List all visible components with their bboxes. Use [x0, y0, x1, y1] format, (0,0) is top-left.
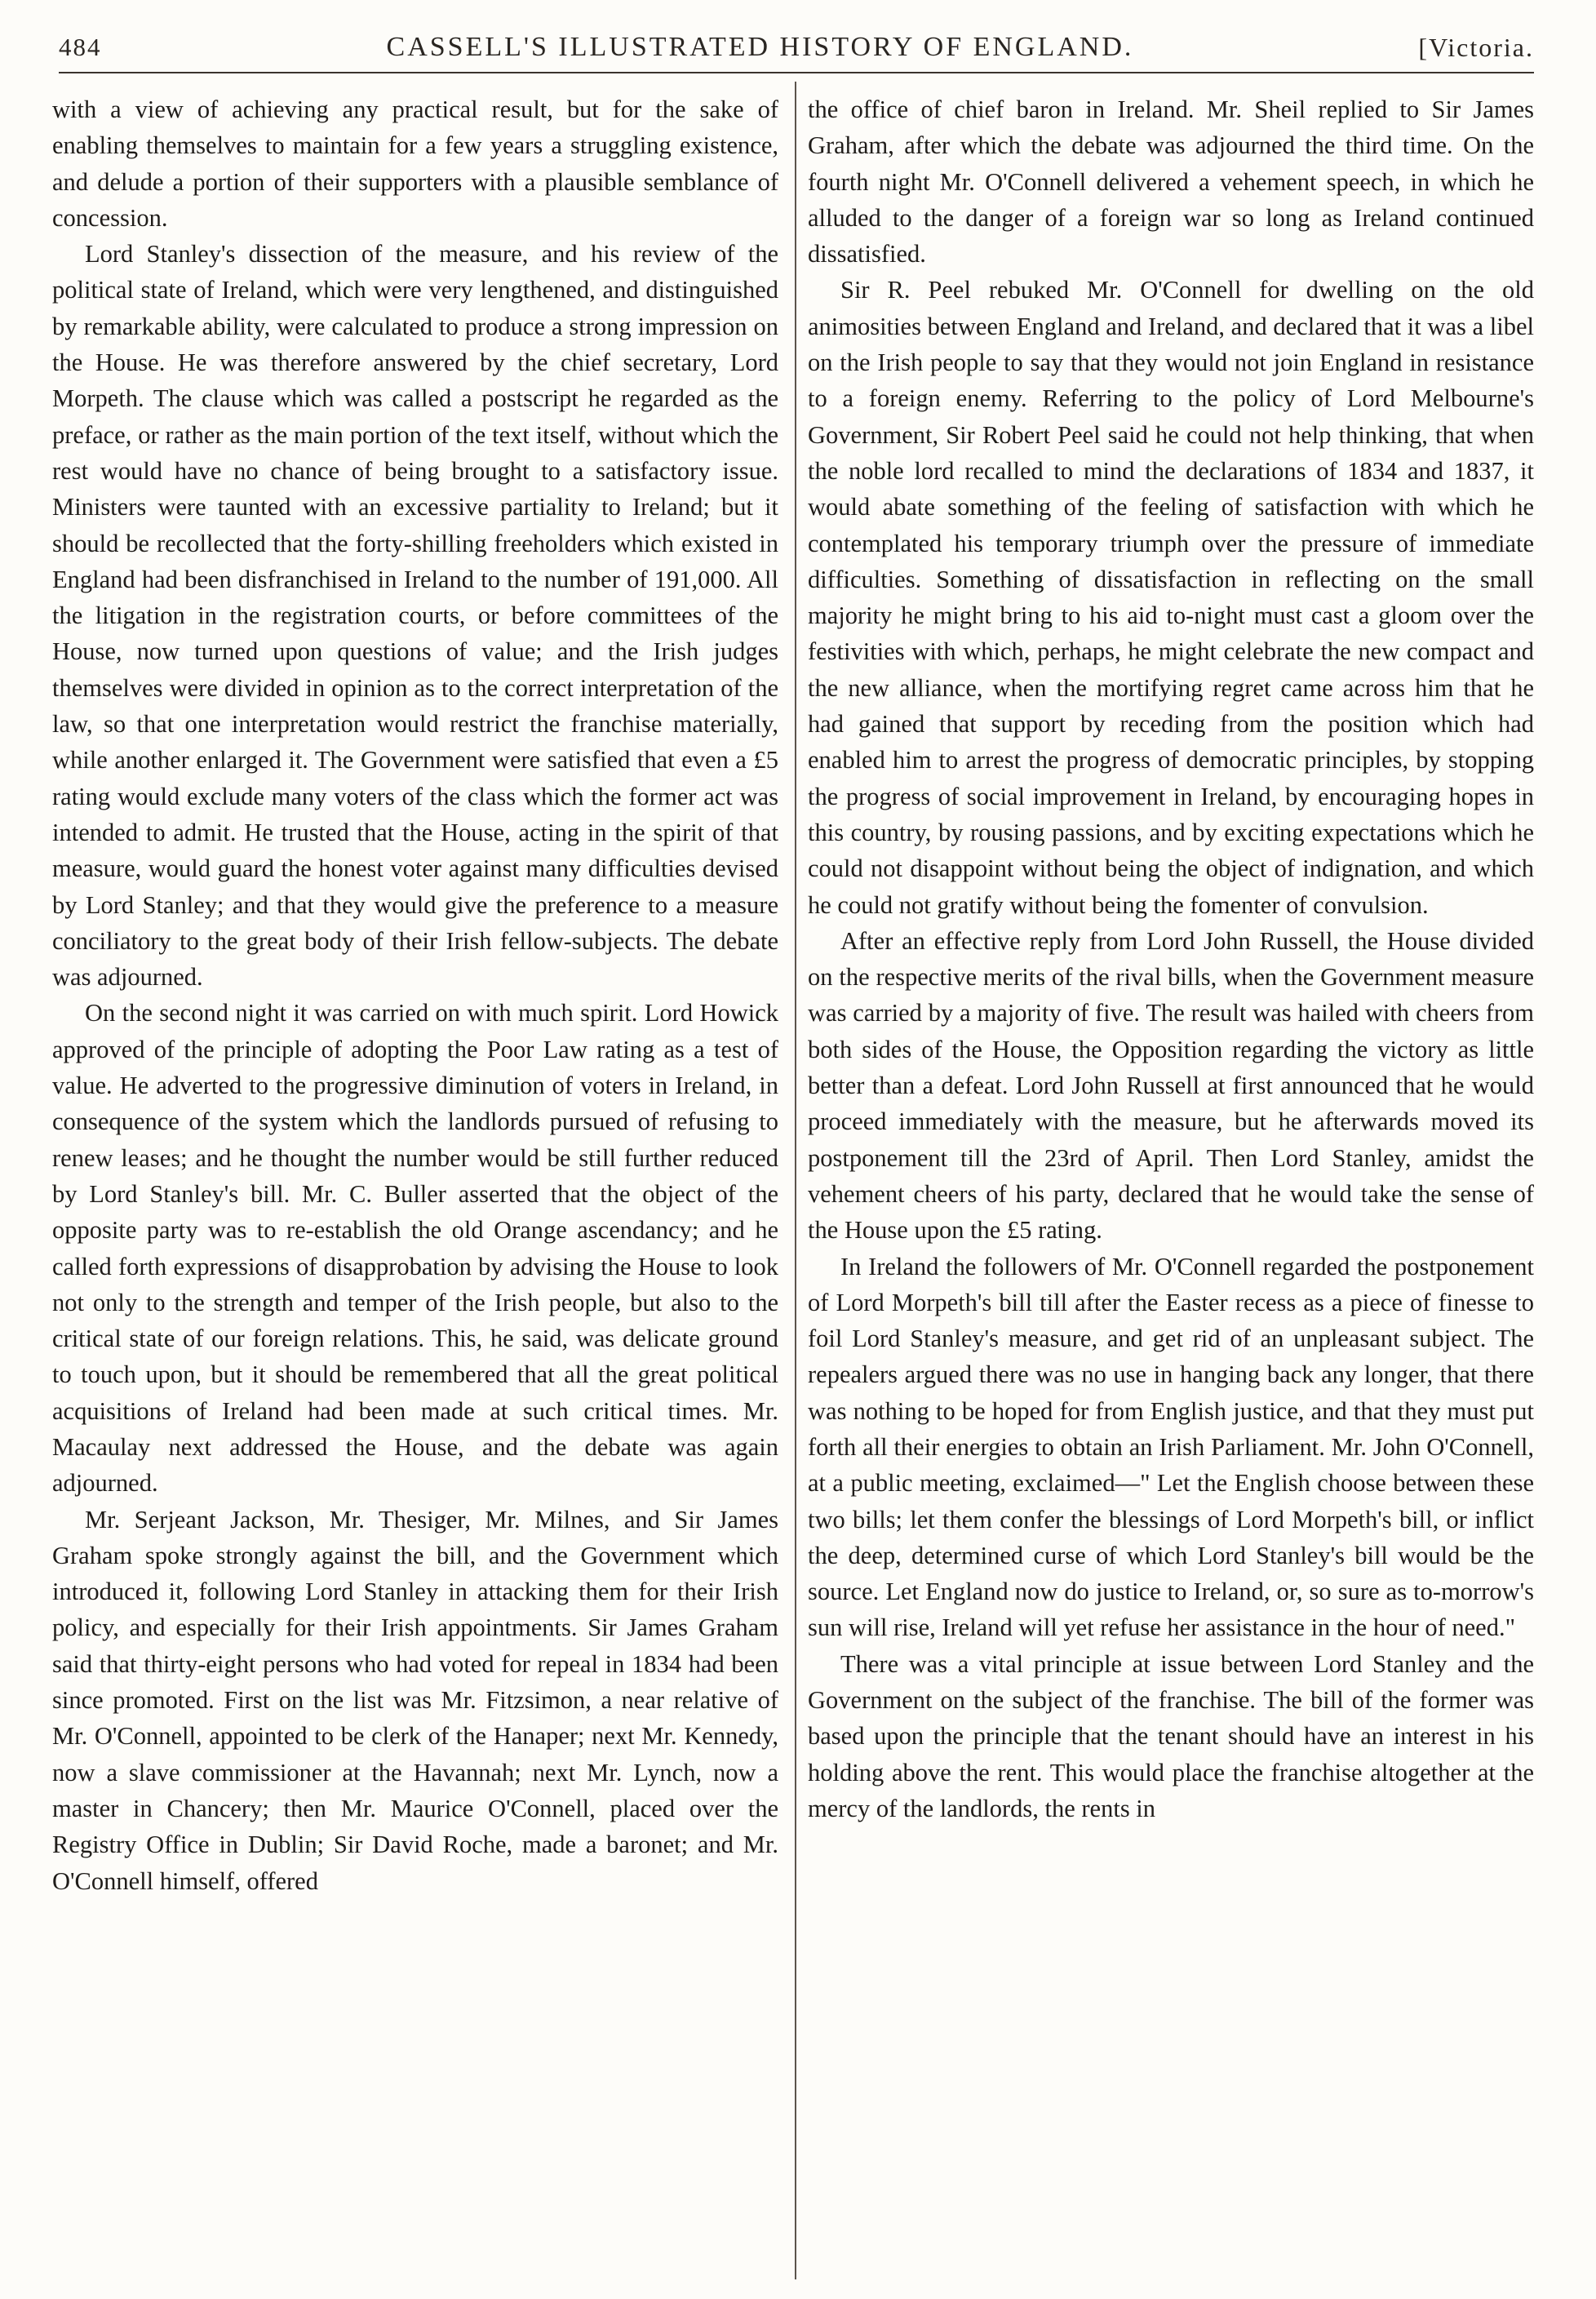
paragraph: There was a vital principle at issue between Lord Stanley and the Government on the subject of the franchise. The bill of the former was based upon the principle that the tenant should have an interest in his holding above the rent. This would place the franchise altogether at the mercy of the landlords, the rents in: [808, 1649, 1534, 1822]
paragraph: On the second night it was carried on with much spirit. Lord Howick approved of the principle of adopting the Poor Law rating as a test of value. He adverted to the progressive diminution of voters in Ireland, in consequence of the system which the landlords pursued of refusing to renew leases; and he thought the number would be still further reduced by Lord Stanley's bill. Mr. C. Buller asserted that the object of the opposite party was to re-establish the old Orange ascendancy; and he called forth expressions of disapprobation by advising the House to look not only to the strength and temper of the Irish people, but also to the critical state of our foreign relations. This, he said, was delicate ground to touch upon, but it should be remembered that all the great political acquisitions of Ireland had been made at such critical times. Mr. Macaulay next addressed the House, and the debate was again adjourned.: [52, 999, 778, 1498]
paragraph: In Ireland the followers of Mr. O'Connell regarded the postponement of Lord Morpeth's bill till after the Easter recess as a piece of finesse to foil Lord Stanley's measure, and get rid of an unpleasant subject. The repealers argued there was no use in hanging back any longer, that there was nothing to be hoped for from English justice, and that they must put forth all their energies to obtain an Irish Parliament. Mr. John O'Connell, at a public meeting, exclaimed—" Let the English choose between these two bills; let them confer the blessings of Lord Morpeth's bill, or inflict the deep, determined curse of which Lord Stanley's bill would be the source. Let England now do justice to Ireland, or, so sure as to-morrow's sun will rise, Ireland will yet refuse her assistance in the hour of need.": [808, 1252, 1534, 1642]
paragraph: Mr. Serjeant Jackson, Mr. Thesiger, Mr. Milnes, and Sir James Graham spoke strongly against the bill, and the Government which introduced it, following Lord Stanley in attacking them for their Irish policy, and especially for their Irish appointments. Sir James Graham said that thirty-eight persons who had voted for repeal in 1834 had been since promoted. First on the list was Mr. Fitzsimon, a near relative of Mr. O'Connell, appointed to be clerk of the Hanaper; next Mr. Kennedy, now a slave commissioner at the Havannah; next Mr. Lynch, now a master in Chancery; then Mr. Maurice O'Connell, placed over the Registry Office in Dublin; Sir David Roche, made a baronet; and Mr. O'Connell himself, offered: [52, 1505, 778, 1895]
paragraph: After an effective reply from Lord John Russell, the House divided on the respective merits of the rival bills, when the Government measure was carried by a majority of five. The result was hailed with cheers from both sides of the House, the Opposition regarding the victory as little better than a defeat. Lord John Russell at first announced that he would proceed immediately with the measure, but he afterwards moved its postponement till the 23rd of April. Then Lord Stanley, amidst the vehement cheers of his party, declared that he would take the sense of the House upon the £5 rating.: [808, 926, 1534, 1245]
section-name: [Victoria.: [1418, 32, 1534, 62]
right-column: [808, 91, 1534, 2288]
column-divider: [795, 82, 796, 2279]
paragraph: Sir R. Peel rebuked Mr. O'Connell for dwelling on the old animosities between England and Ireland, and declared that it was a libel on the Irish people to say that they would not join England in resistance to a foreign enemy. Referring to the policy of Lord Melbourne's Government, Sir Robert Peel said he could not help thinking, that when the noble lord recalled to mind the declarations of 1834 and 1837, it would abate something of the feeling of satisfaction with which he contemplated his temporary triumph over the pressure of immediate difficulties. Something of dissatisfaction in reflecting on the small majority he might bring to his aid to-night must cast a gloom over the festivities with which, perhaps, he might celebrate the new compact and the new alliance, when the mortifying regret came across him that he had gained that support by receding from the position which had enabled him to arrest the progress of democratic principles, by stopping the progress of social improvement in Ireland, by encouraging hopes in this country, by rousing passions, and by exciting expectations which he could not disappoint without being the object of indignation, and which he could not gratify without being the fomenter of convulsion.: [808, 276, 1534, 919]
paragraph: Lord Stanley's dissection of the measure, and his review of the political state of Ireland, which were very lengthened, and distinguished by remarkable ability, were calculated to produce a strong impression on the House. He was therefore answered by the chief secretary, Lord Morpeth. The clause which was called a postscript he regarded as the preface, or rather as the main portion of the text itself, without which the rest would have no chance of being brought to a satisfactory issue. Ministers were taunted with an excessive partiality to Ireland; but it should be recollected that the forty-shilling freeholders which existed in England had been disfranchised in Ireland to the number of 191,000. All the litigation in the registration courts, or before committees of the House, now turned upon questions of value; and the Irish judges themselves were divided in opinion as to the correct interpretation of the law, so that one interpretation would restrict the franchise materially, while another enlarged it. The Government were satisfied that even a £5 rating would exclude many voters of the class which the former act was intended to admit. He trusted that the House, acting in the spirit of that measure, would guard the honest voter against many difficulties devised by Lord Stanley; and that they would give the preference to a measure conciliatory to the great body of their Irish fellow-subjects. The debate was adjourned.: [52, 240, 778, 992]
running-title: CASSELL'S ILLUSTRATED HISTORY OF ENGLAND.: [386, 32, 1134, 62]
page-header: [59, 23, 1534, 73]
paragraph: the office of chief baron in Ireland. Mr. Sheil replied to Sir James Graham, after which the debate was adjourned the third time. On the fourth night Mr. O'Connell delivered a vehement speech, in which he alluded to the danger of a foreign war so long as Ireland continued dissatisfied.: [808, 95, 1534, 269]
left-column: [52, 91, 778, 2288]
page-number: 484: [59, 33, 102, 61]
paragraph: with a view of achieving any practical result, but for the sake of enabling themselves to maintain for a few years a struggling existence, and delude a portion of their supporters with a plausible semblance of concession.: [52, 95, 778, 232]
